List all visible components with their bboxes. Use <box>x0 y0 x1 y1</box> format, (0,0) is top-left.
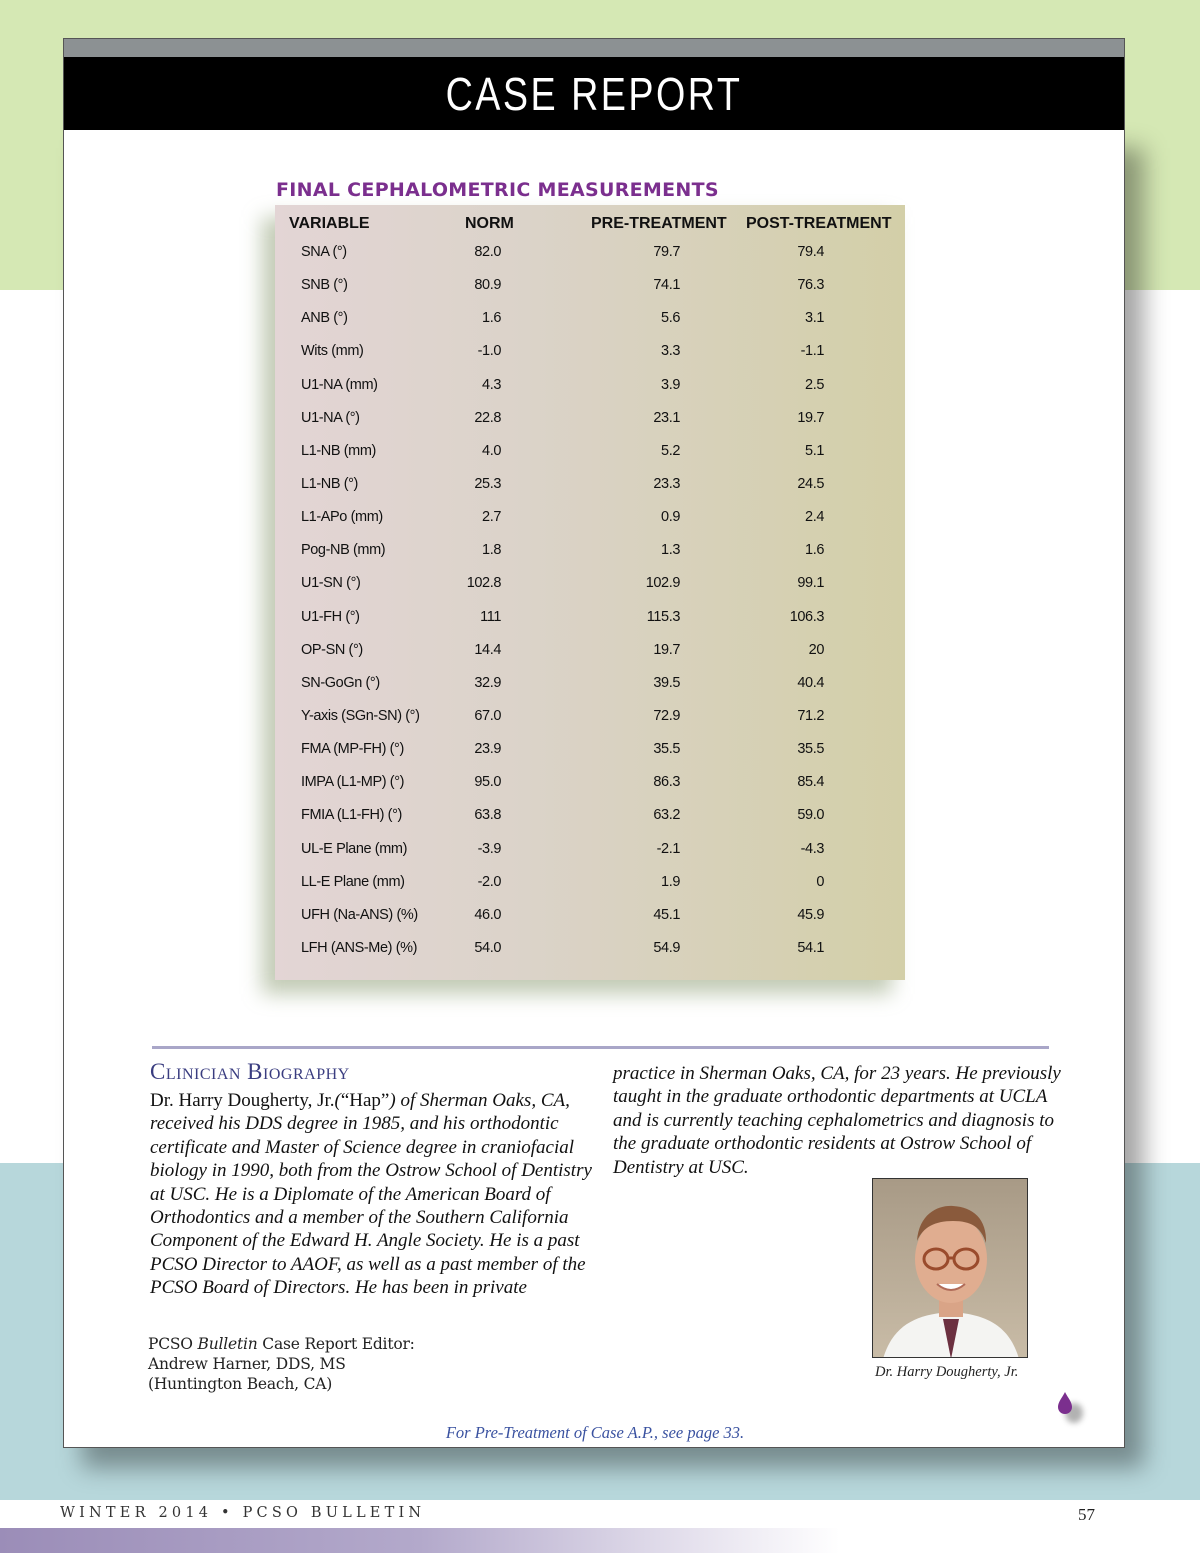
cell-post: 2.5 <box>805 376 824 393</box>
cell-variable: OP-SN (°) <box>301 641 363 658</box>
table-row <box>275 834 905 867</box>
cell-variable: UL-E Plane (mm) <box>301 840 407 857</box>
cell-norm: 67.0 <box>474 707 501 724</box>
cell-variable: U1-NA (°) <box>301 409 360 426</box>
table-row <box>275 303 905 336</box>
cell-norm: 82.0 <box>474 244 501 260</box>
table-row <box>275 602 905 635</box>
table-row <box>275 270 905 303</box>
cell-pre: 23.1 <box>653 409 680 426</box>
cell-variable: U1-FH (°) <box>301 608 360 625</box>
cell-variable: LL-E Plane (mm) <box>301 873 405 890</box>
table-row <box>275 568 905 601</box>
cell-variable: Wits (mm) <box>301 343 364 360</box>
page-number: 57 <box>1078 1505 1095 1524</box>
cell-pre: 19.7 <box>653 641 680 658</box>
table-row <box>275 734 905 767</box>
table-row <box>275 403 905 436</box>
cell-pre: 39.5 <box>653 674 680 691</box>
cell-post: -1.1 <box>800 343 824 360</box>
drop-icon <box>1054 1391 1076 1415</box>
portrait-image <box>873 1179 1028 1358</box>
cell-post: 99.1 <box>797 575 824 592</box>
cell-post: 76.3 <box>797 277 824 294</box>
cell-pre: 3.3 <box>661 343 680 360</box>
cell-variable: LFH (ANS-Me) (%) <box>301 939 418 956</box>
table-row <box>275 701 905 734</box>
table-row <box>275 767 905 800</box>
column-header-variable: VARIABLE <box>289 215 370 232</box>
cell-norm: 1.8 <box>482 542 501 559</box>
cell-norm: 4.0 <box>482 442 501 459</box>
cell-norm: 4.3 <box>482 376 501 393</box>
table-row <box>275 370 905 403</box>
cell-post: -4.3 <box>800 840 824 857</box>
cell-norm: 22.8 <box>474 409 501 426</box>
cell-pre: 3.9 <box>661 376 680 393</box>
cell-norm: 1.6 <box>482 310 501 327</box>
column-header-post-treatment: POST-TREATMENT <box>746 215 892 232</box>
table-row <box>275 436 905 469</box>
cell-variable: U1-SN (°) <box>301 575 361 592</box>
cell-pre: 115.3 <box>646 608 680 625</box>
table-row <box>275 867 905 900</box>
table-body <box>275 237 905 966</box>
bio-paren: ( <box>334 1090 341 1111</box>
bio-text-left <box>150 1089 595 1300</box>
editor-credit <box>148 1334 415 1394</box>
cell-variable: IMPA (L1-MP) (°) <box>301 774 405 791</box>
bio-nickname: “Hap” <box>340 1090 390 1111</box>
cell-variable: U1-NA (mm) <box>301 376 378 393</box>
clinician-photo <box>872 1178 1028 1358</box>
cell-post: 3.1 <box>805 310 824 327</box>
cell-variable: ANB (°) <box>301 310 348 327</box>
cell-variable: L1-NB (mm) <box>301 442 376 459</box>
cell-norm: 111 <box>480 608 501 625</box>
cell-norm: 25.3 <box>474 475 501 492</box>
table-row <box>275 237 905 270</box>
table-title: FINAL CEPHALOMETRIC MEASUREMENTS <box>276 179 719 201</box>
cell-pre: 35.5 <box>653 741 680 758</box>
cell-norm: -2.0 <box>477 873 501 890</box>
bio-divider <box>152 1046 1049 1049</box>
bio-body-left: ) of Sherman Oaks, CA, received his DDS degree in 1985, and his orthodontic certificate and Master of Science degree in craniofacial biology in 1990, both from the Ostrow School of Dentistry at USC. He is a Diplomate of the American Board of Orthodontics and a member of the Southern California Component of the Edward H. Angle Society. He is a past PCSO Director to AAOF, as well as a past member of the PCSO Board of Directors. He has been in private <box>150 1090 592 1299</box>
cell-variable: SNA (°) <box>301 244 347 260</box>
cell-norm: 2.7 <box>482 509 501 526</box>
table-row <box>275 900 905 933</box>
editor-line-title <box>148 1334 415 1354</box>
cell-norm: 95.0 <box>474 774 501 791</box>
cell-norm: 80.9 <box>474 277 501 294</box>
header-strip <box>64 39 1124 57</box>
bio-heading: Clinician Biography <box>150 1059 350 1084</box>
cell-variable: UFH (Na-ANS) (%) <box>301 906 418 923</box>
footnote: For Pre-Treatment of Case A.P., see page 33. <box>445 1423 745 1442</box>
table-row <box>275 933 905 966</box>
cell-post: 20 <box>808 641 824 658</box>
cell-variable: L1-APo (mm) <box>301 509 383 526</box>
cell-post: 79.4 <box>797 244 824 260</box>
cell-post: 19.7 <box>797 409 824 426</box>
bio-text-right: practice in Sherman Oaks, CA, for 23 years. He previously taught in the graduate orthodontic departments at UCLA and is currently teaching cephalometrics and diagnosis to the graduate orthodontic residents at Ostrow School of Dentistry at USC. <box>613 1063 1061 1178</box>
column-header-norm: NORM <box>465 215 514 232</box>
cell-post: 85.4 <box>797 774 824 791</box>
column-header-pre-treatment: PRE-TREATMENT <box>591 215 727 232</box>
cell-variable: SN-GoGn (°) <box>301 674 380 691</box>
cell-norm: 32.9 <box>474 674 501 691</box>
page-title: CASE REPORT <box>445 67 743 120</box>
cell-pre: 23.3 <box>653 475 680 492</box>
cell-pre: 45.1 <box>653 906 680 923</box>
measurements-table <box>275 205 905 980</box>
cell-norm: 46.0 <box>474 906 501 923</box>
table-row <box>275 635 905 668</box>
cell-norm: 54.0 <box>474 939 501 956</box>
cell-pre: 86.3 <box>653 774 680 791</box>
footer-issue: WINTER 2014 • PCSO BULLETIN <box>60 1505 426 1521</box>
editor-location: (Huntington Beach, CA) <box>148 1375 333 1393</box>
cell-variable: Y-axis (SGn-SN) (°) <box>301 707 420 724</box>
cell-post: 24.5 <box>797 475 824 492</box>
bio-name: Dr. Harry Dougherty, Jr. <box>150 1090 335 1111</box>
cell-norm: 63.8 <box>474 807 501 824</box>
table-row <box>275 469 905 502</box>
editor-name: Andrew Harner, DDS, MS <box>148 1355 346 1373</box>
cell-norm: 102.8 <box>466 575 501 592</box>
header-bar <box>64 57 1124 130</box>
cell-pre: 63.2 <box>653 807 680 824</box>
table-row <box>275 535 905 568</box>
article-panel <box>63 38 1125 1448</box>
cell-norm: -1.0 <box>477 343 501 360</box>
photo-caption: Dr. Harry Dougherty, Jr. <box>875 1364 1019 1380</box>
cell-post: 45.9 <box>797 906 824 923</box>
footer-stripe <box>0 1528 1200 1553</box>
cell-post: 59.0 <box>797 807 824 824</box>
cell-pre: -2.1 <box>656 840 680 857</box>
cell-pre: 1.9 <box>661 873 680 890</box>
cell-post: 35.5 <box>797 741 824 758</box>
cell-variable: Pog-NB (mm) <box>301 542 386 559</box>
cell-norm: 23.9 <box>474 741 501 758</box>
cell-variable: FMIA (L1-FH) (°) <box>301 807 402 824</box>
cell-post: 106.3 <box>789 608 824 625</box>
table-row <box>275 668 905 701</box>
cell-variable: FMA (MP-FH) (°) <box>301 741 404 758</box>
cell-pre: 72.9 <box>653 707 680 724</box>
cell-pre: 102.9 <box>645 575 680 592</box>
cell-pre: 0.9 <box>661 509 680 526</box>
cell-norm: 14.4 <box>474 641 501 658</box>
editor-suffix: Case Report Editor: <box>257 1335 415 1353</box>
table-row <box>275 336 905 369</box>
cell-post: 0 <box>816 873 824 890</box>
cell-pre: 1.3 <box>661 542 680 559</box>
cell-post: 1.6 <box>805 542 824 559</box>
cell-pre: 5.2 <box>661 442 680 459</box>
editor-prefix: PCSO <box>148 1335 198 1353</box>
editor-publication: Bulletin <box>197 1335 258 1353</box>
cell-pre: 54.9 <box>653 939 680 956</box>
table-row <box>275 502 905 535</box>
cell-post: 54.1 <box>797 939 824 956</box>
cell-variable: L1-NB (°) <box>301 475 358 492</box>
cell-pre: 79.7 <box>653 244 680 260</box>
cell-norm: -3.9 <box>477 840 501 857</box>
cell-post: 40.4 <box>797 674 824 691</box>
table-row <box>275 800 905 833</box>
cell-variable: SNB (°) <box>301 277 348 294</box>
cell-pre: 5.6 <box>661 310 680 327</box>
cell-post: 71.2 <box>797 707 824 724</box>
cell-pre: 74.1 <box>653 277 680 294</box>
cell-post: 2.4 <box>805 509 824 526</box>
cell-post: 5.1 <box>805 442 824 459</box>
